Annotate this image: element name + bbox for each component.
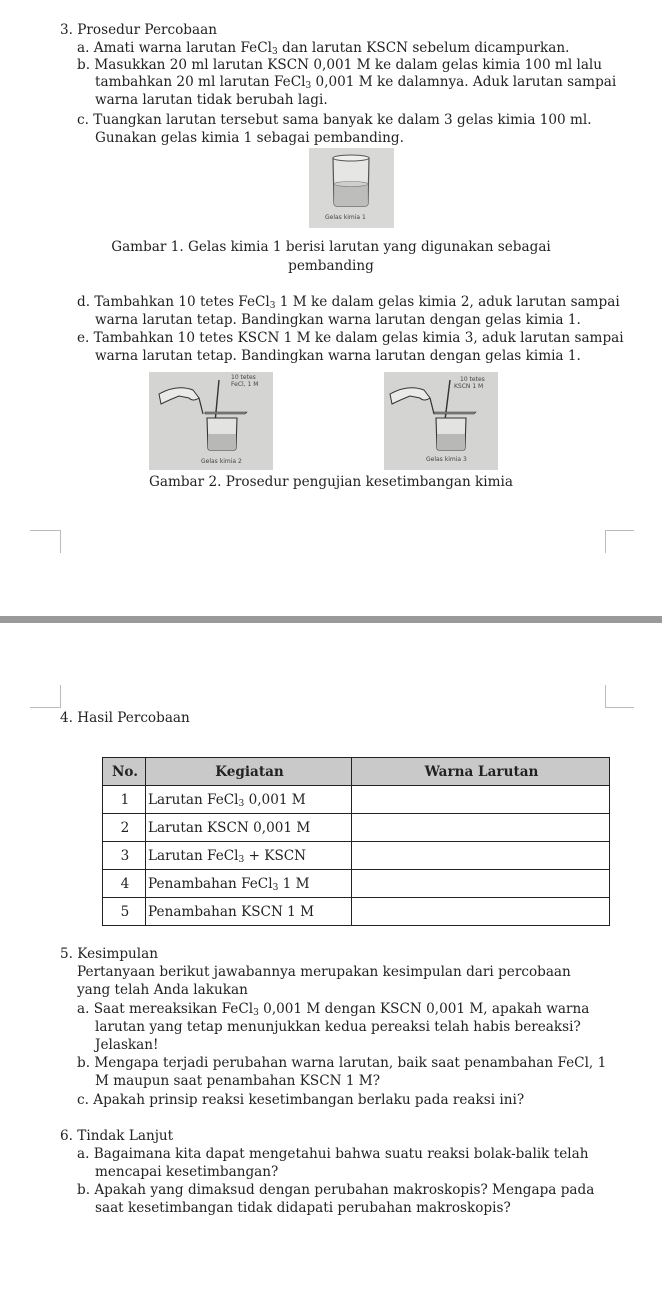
beaker-2-drops-label: 10 tetes: [231, 374, 256, 381]
row-kegiatan: Larutan FeCl$_3$ + KSCN: [146, 842, 352, 870]
step-d-line2: warna larutan tetap. Bandingkan warna larutan dengan gelas kimia 1.: [95, 312, 581, 328]
beaker-3-reagent-label: KSCN 1 M: [454, 383, 484, 390]
crop-mark-bottom-left: [30, 685, 61, 708]
page-break: [0, 616, 662, 623]
row-no: 4: [103, 870, 146, 898]
row-warna[interactable]: [352, 870, 610, 898]
results-table: [102, 757, 610, 926]
section-4-title: 4. Hasil Percobaan: [60, 710, 190, 726]
row-no: 1: [103, 786, 146, 814]
step-e-line1: e. Tambahkan 10 tetes KSCN 1 M ke dalam gelas kimia 3, aduk larutan sampai: [77, 330, 624, 346]
row-no: 2: [103, 814, 146, 842]
row-warna[interactable]: [352, 786, 610, 814]
row-warna[interactable]: [352, 814, 610, 842]
table-row: [103, 842, 610, 870]
crop-mark-bottom-right: [605, 685, 634, 708]
conclusion-intro-line1: Pertanyaan berikut jawabannya merupakan kesimpulan dari percobaan: [77, 964, 571, 980]
crop-mark-top-right: [605, 530, 634, 553]
followup-b-line2: saat kesetimbangan tidak didapati perubahan makroskopis?: [95, 1200, 511, 1216]
step-c-line2: Gunakan gelas kimia 1 sebagai pembanding.: [95, 130, 404, 146]
table-header-row: [103, 758, 610, 786]
followup-a-line1: a. Bagaimana kita dapat mengetahui bahwa suatu reaksi bolak-balik telah: [77, 1146, 589, 1162]
row-kegiatan: Penambahan FeCl$_3$ 1 M: [146, 870, 352, 898]
step-b-line2: tambahkan 20 ml larutan FeCl$_3$ 0,001 M ke dalamnya. Aduk larutan sampai: [95, 74, 617, 91]
followup-b-line1: b. Apakah yang dimaksud dengan perubahan makroskopis? Mengapa pada: [77, 1182, 595, 1198]
row-warna[interactable]: [352, 842, 610, 870]
beaker-2-photo: [149, 372, 273, 470]
question-b-line2: M maupun saat penambahan KSCN 1 M?: [95, 1073, 380, 1089]
row-no: 5: [103, 898, 146, 926]
table-row: [103, 870, 610, 898]
conclusion-intro-line2: yang telah Anda lakukan: [77, 982, 248, 998]
beaker-1-photo: [309, 148, 394, 228]
question-c: c. Apakah prinsip reaksi kesetimbangan berlaku pada reaksi ini?: [77, 1092, 525, 1108]
question-b-line1: b. Mengapa terjadi perubahan warna larutan, baik saat penambahan FeCl, 1: [77, 1055, 607, 1071]
step-c-line1: c. Tuangkan larutan tersebut sama banyak ke dalam 3 gelas kimia 100 ml.: [77, 112, 592, 128]
header-kegiatan: Kegiatan: [146, 758, 352, 786]
section-5-title: 5. Kesimpulan: [60, 946, 159, 962]
question-a-line1: a. Saat mereaksikan FeCl$_3$ 0,001 M dengan KSCN 0,001 M, apakah warna: [77, 1001, 590, 1018]
row-warna[interactable]: [352, 898, 610, 926]
beaker-3-photo: [384, 372, 498, 470]
row-kegiatan: Larutan KSCN 0,001 M: [146, 814, 352, 842]
step-d-line1: d. Tambahkan 10 tetes FeCl$_3$ 1 M ke dalam gelas kimia 2, aduk larutan sampai: [77, 294, 620, 311]
step-a: a. Amati warna larutan FeCl$_3$ dan larutan KSCN sebelum dicampurkan.: [77, 40, 570, 57]
beaker-2-reagent-label: FeCl, 1 M: [231, 381, 259, 388]
header-no: No.: [103, 758, 146, 786]
step-e-line2: warna larutan tetap. Bandingkan warna larutan dengan gelas kimia 1.: [95, 348, 581, 364]
crop-mark-top-left: [30, 530, 61, 553]
figure-1-caption-line1: Gambar 1. Gelas kimia 1 berisi larutan yang digunakan sebagai: [111, 239, 551, 255]
beaker-2-label: Gelas kimia 2: [201, 458, 242, 465]
step-b-line1: b. Masukkan 20 ml larutan KSCN 0,001 M ke dalam gelas kimia 100 ml lalu: [77, 57, 603, 73]
beaker-1-label: Gelas kimia 1: [325, 214, 366, 221]
table-row: [103, 814, 610, 842]
header-warna: Warna Larutan: [352, 758, 610, 786]
beaker-3-label: Gelas kimia 3: [426, 456, 467, 463]
row-kegiatan: Larutan FeCl$_3$ 0,001 M: [146, 786, 352, 814]
beaker-3-drops-label: 10 tetes: [460, 376, 485, 383]
row-no: 3: [103, 842, 146, 870]
section-6-title: 6. Tindak Lanjut: [60, 1128, 174, 1144]
step-b-line3: warna larutan tidak berubah lagi.: [95, 92, 328, 108]
table-row: [103, 898, 610, 926]
figure-1-caption-line2: pembanding: [288, 258, 374, 274]
question-a-line2: larutan yang tetap menunjukkan kedua pereaksi telah habis bereaksi?: [95, 1019, 581, 1035]
figure-2-caption: Gambar 2. Prosedur pengujian kesetimbangan kimia: [149, 474, 513, 490]
section-3-title: 3. Prosedur Percobaan: [60, 22, 217, 38]
followup-a-line2: mencapai kesetimbangan?: [95, 1164, 279, 1180]
question-a-line3: Jelaskan!: [95, 1037, 159, 1053]
table-row: [103, 786, 610, 814]
row-kegiatan: Penambahan KSCN 1 M: [146, 898, 352, 926]
